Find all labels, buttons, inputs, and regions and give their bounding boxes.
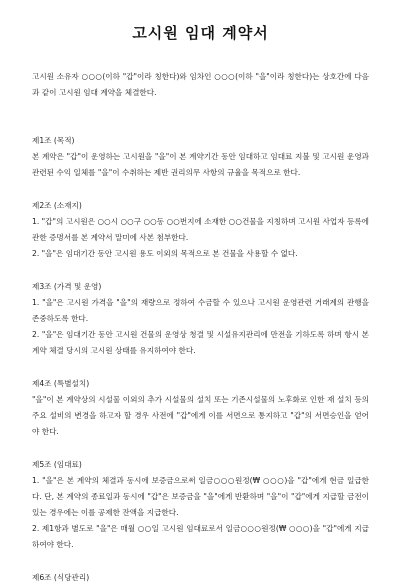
article-paragraph: 본 계약은 "갑"이 운영하는 고시원을 "을"이 본 계약기간 동안 임대하고 임대료 지불 및 고시원 운영과 관련된 수익 일체를 "을"이 수취하는 제반 권리의무 사항의 규율을 목적으로 한다. bbox=[32, 152, 369, 177]
article-3 bbox=[32, 279, 369, 359]
article-1 bbox=[32, 133, 369, 181]
document-title: 고시원 임대 계약서 bbox=[132, 24, 269, 42]
article-heading: 제4조 (특별설치) bbox=[32, 379, 90, 388]
article-body bbox=[32, 473, 369, 553]
article-body bbox=[32, 295, 369, 359]
article-heading: 제6조 (식당관리) bbox=[32, 573, 90, 582]
article-paragraph: 1. "을"은 본 계약의 체결과 동시에 보증금으로써 일금○○○원정(₩ ○○○)을 "갑"에게 현금 일급한다. 단, 본 계약의 종료일과 동시에 "갑"은 보증금을 "을"에게 반환하며 "을"이 "갑"에게 지급할 금전이 있는 경우에는 이를 공제한 잔액을 지급한다. bbox=[32, 476, 369, 517]
article-paragraph: "을"이 본 계약상의 시설물 이외의 추가 시설물의 설치 또는 기존시설물의 노후화로 인한 재 설치 등의 주요 설비의 변경을 하고자 할 경우 사전에 "갑"에게 이를 서면으로 통지하고 "갑"의 서면승인을 얻어야 한다. bbox=[32, 395, 369, 436]
article-5 bbox=[32, 457, 369, 553]
article-paragraph: 1. "갑"의 고시원은 ○○시 ○○구 ○○동 ○○번지에 소재한 ○○건물을 지칭하며 고시원 사업자 등록에 관한 증명서를 본 계약서 말미에 사본 첨부한다. bbox=[32, 217, 369, 242]
article-paragraph: 2. "을"은 임대기간 동안 고시원 건물의 운영상 청결 및 시설유지관리에 만전을 기하도록 하며 항시 본 계약 체결 당시의 고시원 상태를 유지하여야 한다. bbox=[32, 330, 369, 355]
article-heading: 제5조 (임대료) bbox=[32, 460, 82, 469]
article-paragraph: 2. "을"은 임대기간 동안 고시원 용도 이외의 목적으로 본 건물을 사용할 수 없다. bbox=[32, 249, 298, 258]
article-body bbox=[32, 392, 369, 440]
article-body bbox=[32, 149, 369, 181]
article-6 bbox=[32, 570, 369, 586]
article-body bbox=[32, 214, 369, 262]
article-heading: 제1조 (목적) bbox=[32, 136, 75, 145]
intro-paragraph: 고시원 소유자 ○○○(이하 "갑"이라 칭한다)와 임차인 ○○○(이하 "을"이라 칭한다)는 상호간에 다음과 같이 고시원 임대 계약을 체결한다. bbox=[32, 72, 369, 97]
article-paragraph: 1. "을"은 고시원 가격을 "을"의 재량으로 정하여 수금할 수 있으나 고시원 운영관련 거래계의 관행을 존중하도록 한다. bbox=[32, 298, 369, 323]
article-4 bbox=[32, 376, 369, 440]
article-paragraph: 2. 제1항과 별도로 "을"은 매월 ○○일 고시원 임대료로서 일금○○○원정(₩ ○○○)을 "갑"에게 지급하여야 한다. bbox=[32, 524, 369, 549]
article-2 bbox=[32, 198, 369, 262]
article-heading: 제2조 (소재지) bbox=[32, 201, 82, 210]
article-heading: 제3조 (가격 및 운영) bbox=[32, 282, 102, 291]
